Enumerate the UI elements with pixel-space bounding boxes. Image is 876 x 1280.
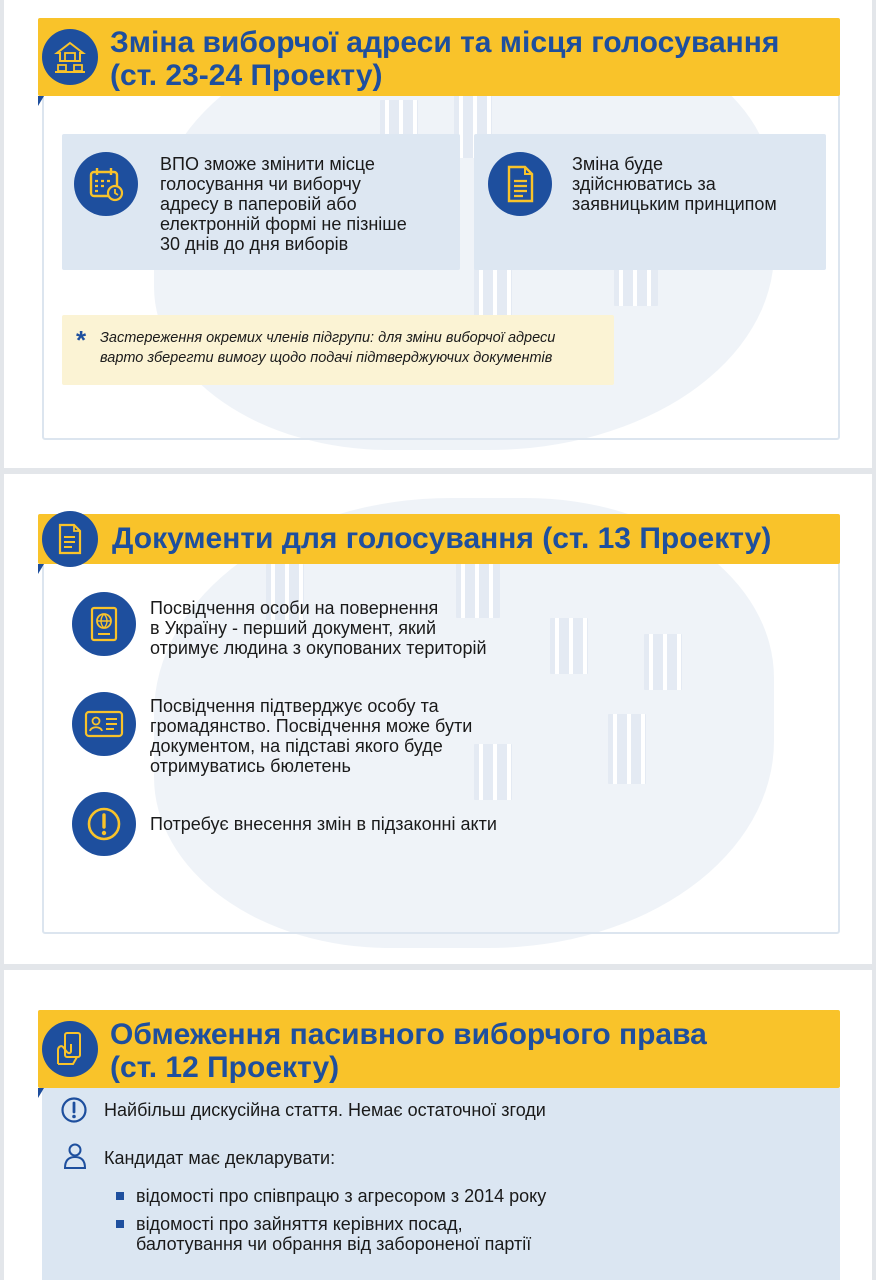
- bullet-marker: [116, 1192, 124, 1200]
- document-icon: [502, 164, 538, 204]
- warning-icon: [85, 805, 123, 843]
- section-title-line1: Обмеження пасивного виборчого права: [110, 1018, 707, 1051]
- card-icon-circle: [74, 152, 138, 216]
- item-text-line: Посвідчення особи на повернення: [150, 598, 439, 618]
- slide-voting-documents: [4, 474, 872, 964]
- bullet-text: [136, 1186, 656, 1206]
- reservation-note: [62, 315, 614, 385]
- item-text-line: документом, на підставі якого буде: [150, 736, 443, 756]
- document-icon: [55, 522, 85, 556]
- section-title: Документи для голосування (ст. 13 Проекту): [112, 522, 772, 555]
- candidate-declaration-text: Кандидат має декларувати:: [104, 1148, 336, 1168]
- card-text-line: здійснюватись за: [572, 174, 716, 194]
- item-text-line: в Україну - перший документ, який: [150, 618, 437, 638]
- item-text: [150, 814, 650, 834]
- note-text-line: варто зберегти вимогу щодо подачі підтверджуючих документів: [100, 350, 553, 366]
- bullet-text-line: відомості про зайняття керівних посад,: [136, 1214, 463, 1234]
- asterisk-icon: *: [76, 325, 87, 355]
- card-text-line: ВПО зможе змінити місце: [160, 154, 375, 174]
- bullet-text-line: відомості про співпрацю з агресором з 2014 року: [136, 1186, 547, 1206]
- note-text-line: Застереження окремих членів підгрупи: для зміни виборчої адреси: [100, 330, 556, 346]
- card-text: [572, 154, 817, 214]
- bullet-text-line: балотування чи обрання від забороненої партії: [136, 1234, 532, 1254]
- hand-card-icon: [53, 1030, 87, 1068]
- header-badge: [42, 1021, 98, 1077]
- note-text: [100, 328, 600, 368]
- section-header: [38, 514, 840, 564]
- passport-icon: [85, 604, 123, 644]
- item-text-line: громадянство. Посвідчення може бути: [150, 716, 473, 736]
- card-text-line: адресу в паперовій або: [160, 194, 357, 214]
- info-card-principle: [474, 134, 826, 270]
- section-title-line2: (ст. 12 Проекту): [110, 1051, 340, 1084]
- person-icon: [62, 1142, 88, 1170]
- section-header: [38, 18, 840, 96]
- card-text: [160, 154, 450, 254]
- id-card-icon: [83, 708, 125, 740]
- item-icon-circle: [72, 592, 136, 656]
- item-text: [150, 696, 570, 776]
- section-title-line2: (ст. 23-24 Проекту): [110, 59, 383, 92]
- section-title-line1: Зміна виборчої адреси та місця голосування: [110, 26, 780, 59]
- header-badge: [42, 511, 98, 567]
- card-icon-circle: [488, 152, 552, 216]
- card-text-line: голосування чи виборчу: [160, 174, 361, 194]
- card-text-line: електронній формі не пізніше: [160, 214, 407, 234]
- item-text-line: отримує людина з окупованих територій: [150, 638, 487, 658]
- item-text: [150, 598, 570, 658]
- slide-address-change: [4, 0, 872, 468]
- section-header: [38, 1010, 840, 1088]
- card-text-line: заявницьким принципом: [572, 194, 777, 214]
- item-text-line: отримуватись бюлетень: [150, 756, 351, 776]
- item-text-line: Посвідчення підтверджує особу та: [150, 696, 439, 716]
- ballot-house-icon: [52, 39, 88, 75]
- item-text-line: Потребує внесення змін в підзаконні акти: [150, 814, 497, 834]
- discussion-status-text: Найбільш дискусійна стаття. Немає остаточної згоди: [104, 1100, 546, 1120]
- item-icon-circle: [72, 792, 136, 856]
- calendar-clock-icon: [86, 164, 126, 204]
- bullet-marker: [116, 1220, 124, 1228]
- slide-passive-suffrage: [4, 970, 872, 1280]
- item-icon-circle: [72, 692, 136, 756]
- header-badge: [42, 29, 98, 85]
- card-text-line: Зміна буде: [572, 154, 664, 174]
- card-text-line: 30 днів до дня виборів: [160, 234, 349, 254]
- bullet-text: [136, 1214, 656, 1254]
- warning-icon: [60, 1096, 88, 1124]
- info-card-deadline: [62, 134, 460, 270]
